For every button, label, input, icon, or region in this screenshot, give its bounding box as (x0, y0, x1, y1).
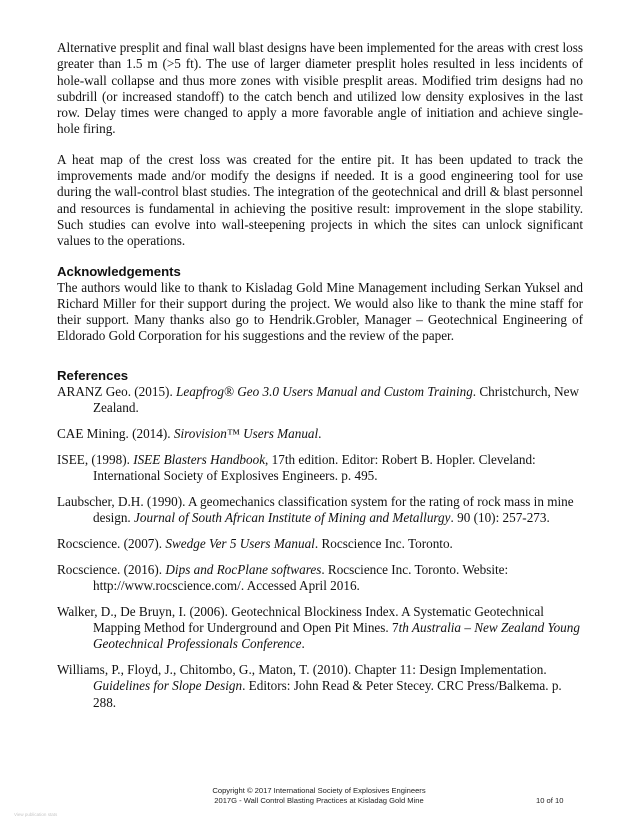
body-paragraph: Alternative presplit and final wall blast designs have been implemented for the areas with crest loss greater than 1.5 m (>5 ft). The use of larger diameter presplit holes resulted in less incidents of hole-wall collapse and thus more zones with visible presplit areas. Modified trim designs had no subdrill (or increased standoff) to the catch bench and utilized low density explosives in the last row. Delay times were changed to apply a more favorable angle of initiation and achieve single-hole firing. (57, 40, 583, 137)
page-footer (0, 786, 638, 806)
page-content (57, 40, 583, 721)
reference-item: Rocscience. (2007). Swedge Ver 5 Users Manual. Rocscience Inc. Toronto. (57, 535, 453, 551)
reference-item: Rocscience. (2016). Dips and RocPlane softwares. Rocscience Inc. Toronto. Website: http://www.rocscience.com/. Accessed April 2016. (57, 561, 509, 593)
references-list (57, 384, 583, 711)
footer-paper-title: 2017G - Wall Control Blasting Practices at Kisladag Gold Mine (214, 796, 424, 805)
reference-item: Laubscher, D.H. (1990). A geomechanics classification system for the rating of rock mass in mine design. Journal of South African Institute of Mining and Metallurgy. 90 (10): 257-273. (57, 493, 574, 526)
acknowledgements-heading: Acknowledgements (57, 263, 181, 279)
reference-item: ISEE, (1998). ISEE Blasters Handbook, 17th edition. Editor: Robert B. Hopler. Cleveland: International Society of Explosives Engineers. p. 495. (57, 451, 536, 483)
view-publication-stats-link[interactable]: View publication stats (14, 812, 58, 817)
body-paragraph: A heat map of the crest loss was created for the entire pit. It has been updated to track the improvements made and/or modify the designs if needed. It is a good engineering tool for use during the wall-control blast studies. The integration of the geotechnical and drill & blast personnel and resources is fundamental in achieving the positive result: improvement in the slope stability. Such studies can evolve into wall-steepening projects in which the sites can unlock significant values to the operations. (57, 151, 583, 249)
footer-page-number: 10 of 10 (536, 796, 564, 805)
reference-item: CAE Mining. (2014). Sirovision™ Users Manual. (57, 425, 322, 441)
reference-item: Walker, D., De Bruyn, I. (2006). Geotechnical Blockiness Index. A Systematic Geotechnical Mapping Method for Underground and Open Pit Mines. 7th Australia – New Zealand Young Geotechnical Professionals Conference. (57, 603, 580, 652)
reference-item: ARANZ Geo. (2015). Leapfrog® Geo 3.0 Users Manual and Custom Training. Christchurch, New Zealand. (57, 383, 580, 416)
references-heading: References (57, 367, 129, 383)
reference-item: Williams, P., Floyd, J., Chitombo, G., Maton, T. (2010). Chapter 11: Design Implementation. Guidelines for Slope Design. Editors: John Read & Peter Stecey. CRC Press/Balkema. p. 288. (57, 662, 562, 710)
footer-copyright: Copyright © 2017 International Society of Explosives Engineers (212, 786, 426, 795)
acknowledgements-text: The authors would like to thank to Kisladag Gold Mine Management including Serkan Yuksel and Richard Miller for their support during the project. We would also like to thank the mine staff for their support. Many thanks also go to Hendrik.Grobler, Manager – Geotechnical Engineering of Eldorado Gold Corporation for his suggestions and the review of the paper. (57, 279, 583, 344)
